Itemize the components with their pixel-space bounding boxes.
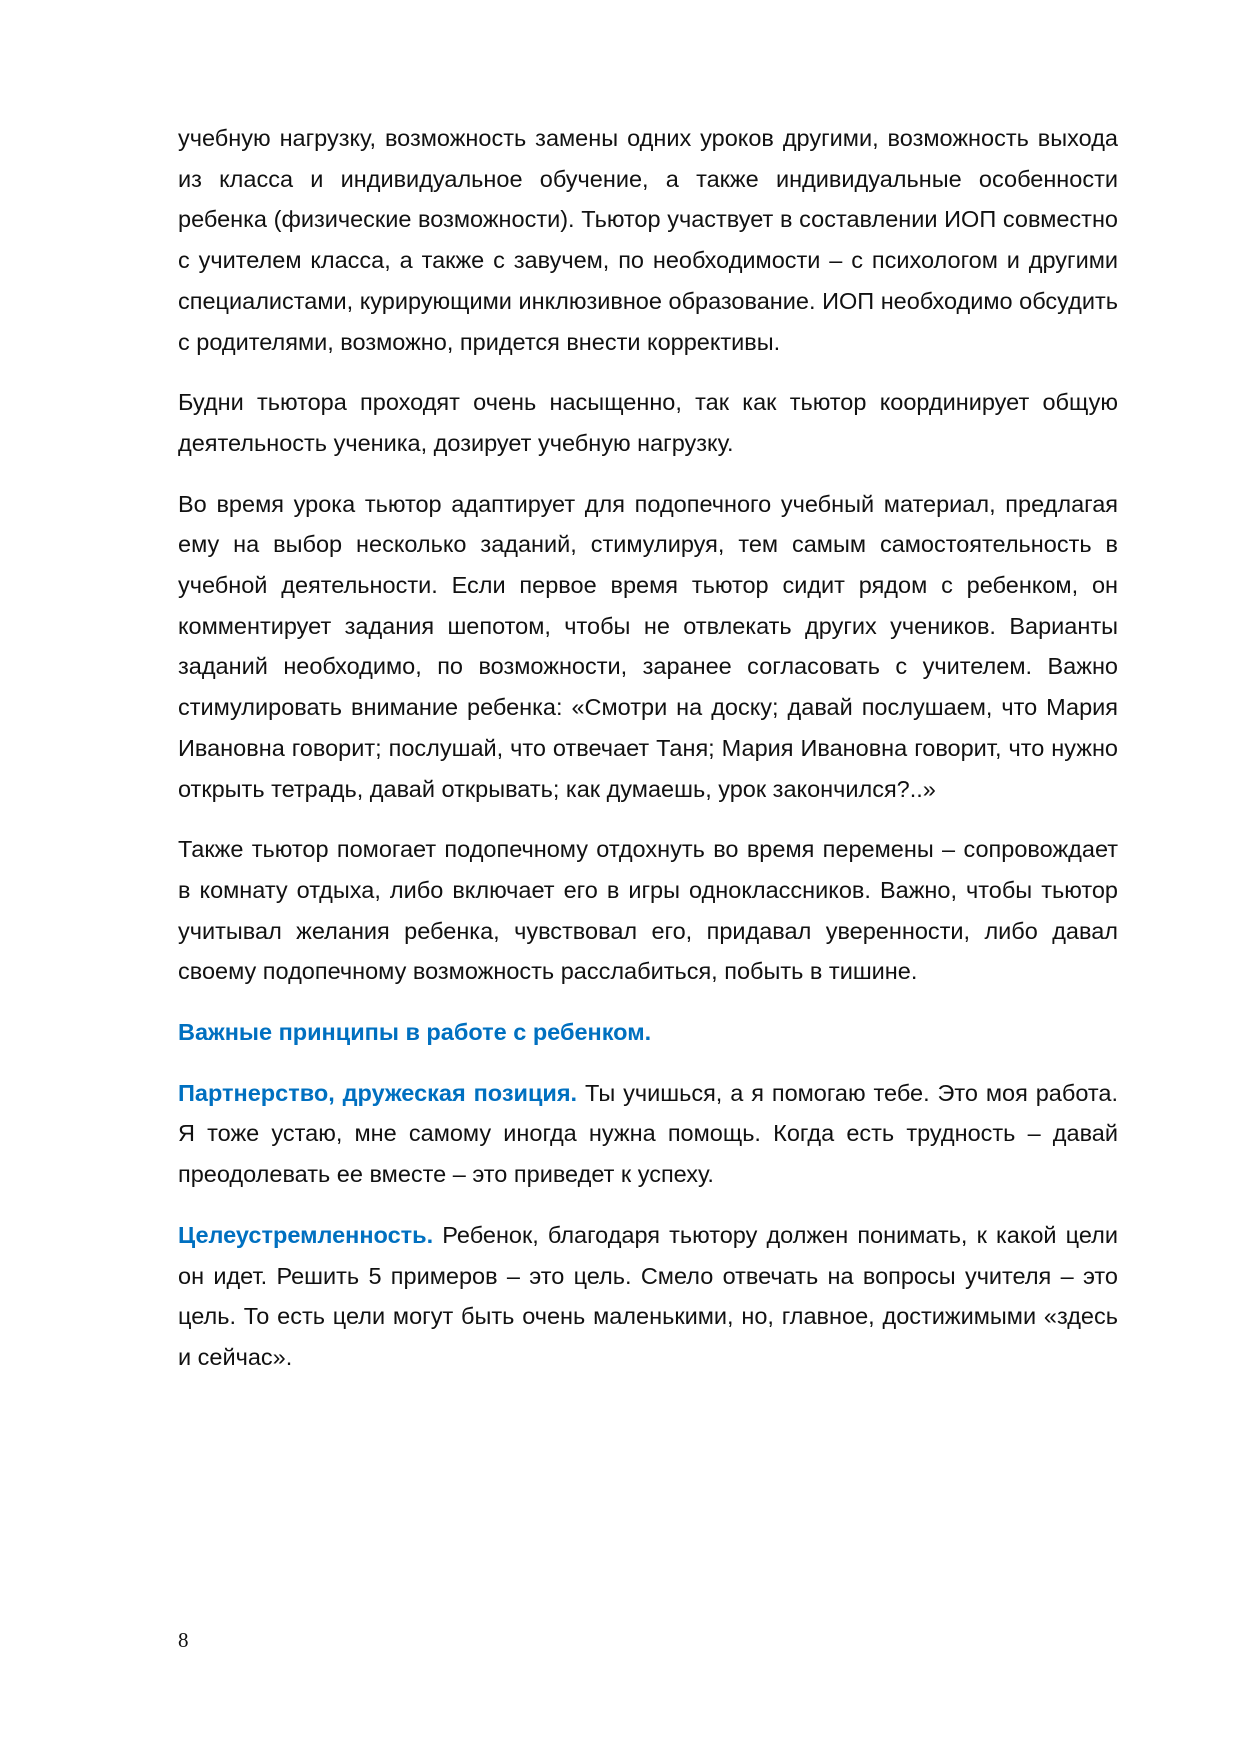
paragraph: Во время урока тьютор адаптирует для подопечного учебный материал, предлагая ему на выбор несколько заданий, стимулируя, тем самым самостоятельность в учебной деятельности. Если первое время тьютор сидит рядом с ребенком, он комментирует задания шепотом, чтобы не отвлекать других учеников. Варианты заданий необходимо, по возможности, заранее согласовать с учителем. Важно стимулировать внимание ребенка: «Смотри на доску; давай послушаем, что Мария Ивановна говорит; послушай, что отвечает Таня; Мария Ивановна говорит, что нужно открыть тетрадь, давай открывать; как думаешь, урок закончился?..» (178, 490, 1118, 802)
principle-title: Целеустремленность. (178, 1221, 434, 1248)
principle-paragraph (178, 1215, 1118, 1378)
page-number: 8 (178, 1628, 189, 1652)
principle-title: Партнерство, дружеская позиция. (178, 1079, 578, 1106)
section-heading: Важные принципы в работе с ребенком. (178, 1019, 652, 1046)
paragraph: учебную нагрузку, возможность замены одних уроков другими, возможность выхода из класса и индивидуальное обучение, а также индивидуальные особенности ребенка (физические возможности). Тьютор участвует в составлении ИОП совместно с учителем класса, а также с завучем, по необходимости – с психологом и другими специалистами, курирующими инклюзивное образование. ИОП необходимо обсудить с родителями, возможно, придется внести коррективы. (178, 125, 1118, 355)
paragraph: Будни тьютора проходят очень насыщенно, так как тьютор координирует общую деятельность ученика, дозирует учебную нагрузку. (178, 389, 1118, 456)
principle-text: Ты учишься, а я помогаю тебе. Это моя работа. Я тоже устаю, мне самому иногда нужна помощь. Когда есть трудность – давай преодолевать ее вместе – это приведет к успеху. (178, 1079, 1118, 1188)
principle-text: Ребенок, благодаря тьютору должен понимать, к какой цели он идет. Решить 5 примеров – это цель. Смело отвечать на вопросы учителя – это цель. То есть цели могут быть очень маленькими, но, главное, достижимыми «здесь и сейчас». (178, 1221, 1118, 1370)
paragraph: Также тьютор помогает подопечному отдохнуть во время перемены – сопровождает в комнату отдыха, либо включает его в игры одноклассников. Важно, чтобы тьютор учитывал желания ребенка, чувствовал его, придавал уверенности, либо давал своему подопечному возможность расслабиться, побыть в тишине. (178, 836, 1118, 985)
principle-paragraph (178, 1073, 1118, 1195)
page-body (178, 118, 1118, 1398)
